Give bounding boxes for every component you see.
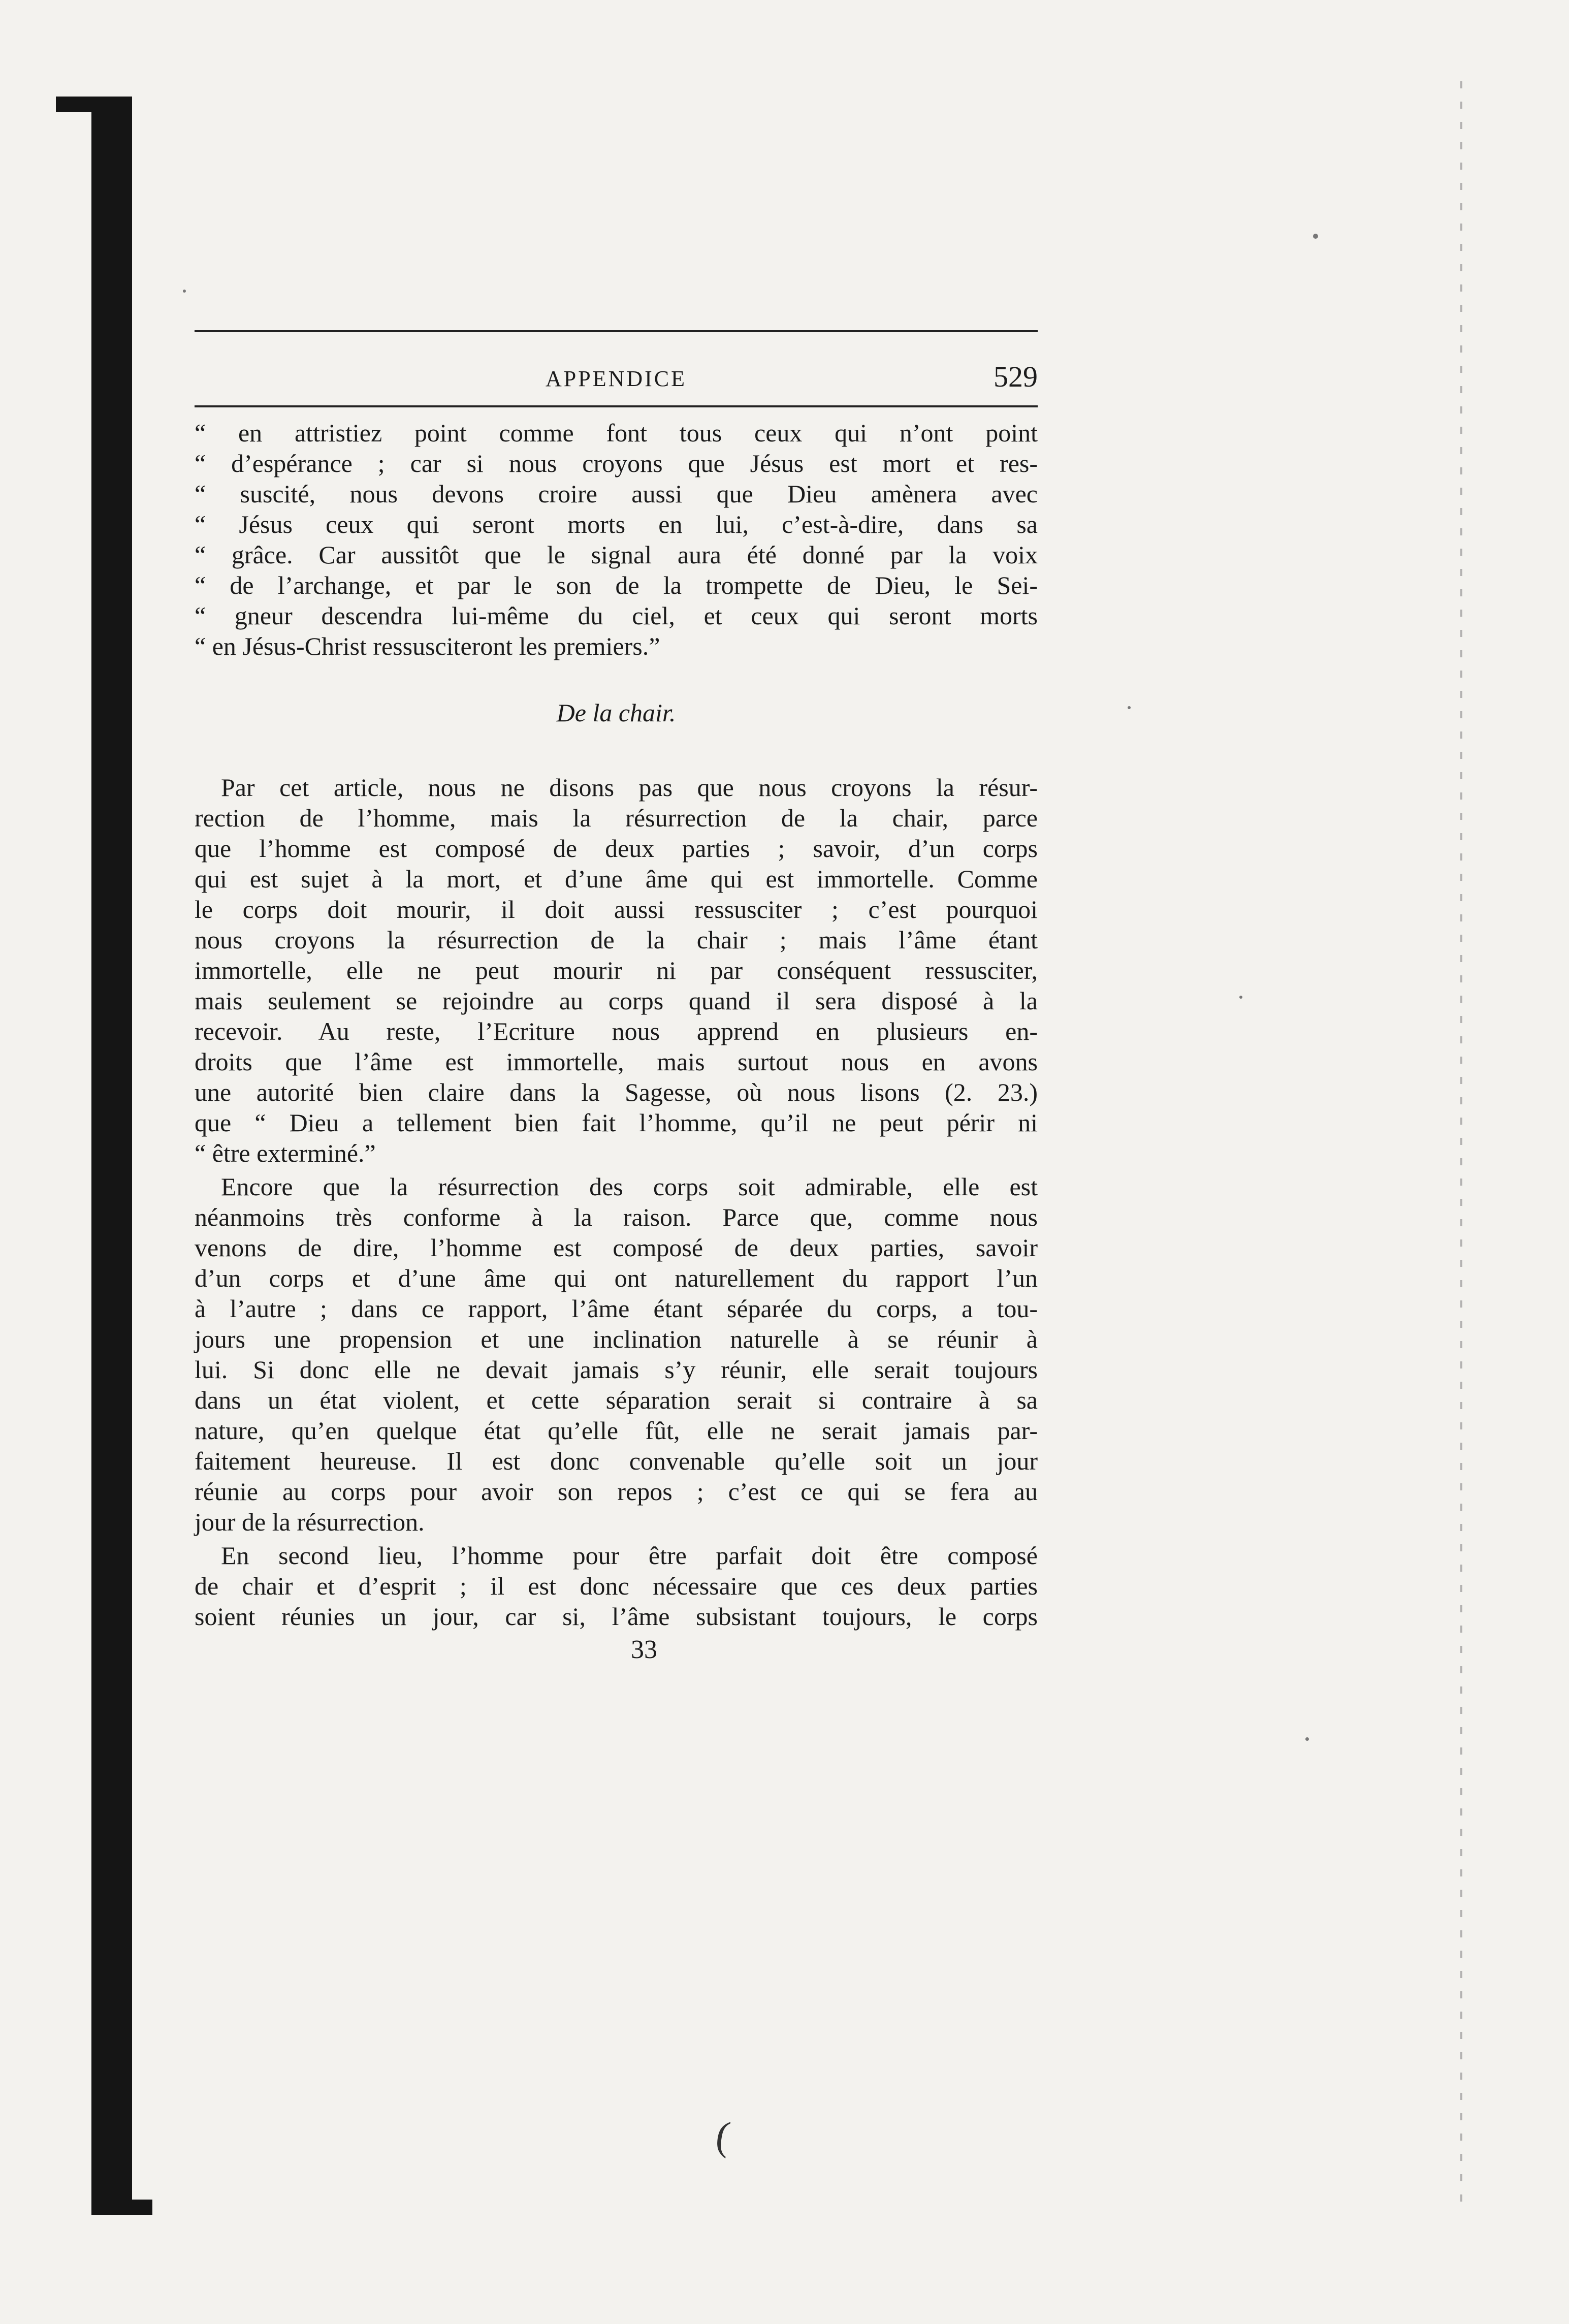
ink-speck	[1305, 1737, 1309, 1741]
quote-line: “ grâce. Car aussitôt que le signal aura été donné par la voix	[195, 540, 1038, 569]
quote-line: “ en attristiez point comme font tous ceux qui n’ont point	[195, 419, 1038, 447]
page-number: 529	[994, 360, 1038, 393]
paragraph-line: à l’autre ; dans ce rapport, l’âme étant séparée du corps, a tou-	[195, 1294, 1038, 1323]
page-content	[195, 330, 1038, 1665]
paragraph-line: d’un corps et d’une âme qui ont naturellement du rapport l’un	[195, 1264, 1038, 1292]
paragraph-line: nous croyons la résurrection de la chair ; mais l’âme étant	[195, 926, 1038, 954]
ink-speck	[1313, 234, 1318, 239]
paragraph	[195, 772, 1038, 1168]
page-header	[195, 355, 1038, 405]
paragraph-line: faitement heureuse. Il est donc convenable qu’elle soit un jour	[195, 1447, 1038, 1475]
paragraph-line: dans un état violent, et cette séparation serait si contraire à sa	[195, 1386, 1038, 1414]
ink-speck	[1128, 706, 1131, 709]
paragraph-line: réunie au corps pour avoir son repos ; c’est ce qui se fera au	[195, 1477, 1038, 1506]
page-edge-right	[1460, 81, 1462, 2215]
paragraph-line: que “ Dieu a tellement bien fait l’homme, qu’il ne peut périr ni	[195, 1108, 1038, 1137]
paragraph-line: rection de l’homme, mais la résurrection de la chair, parce	[195, 804, 1038, 832]
quote-line: “ suscité, nous devons croire aussi que Dieu amènera avec	[195, 480, 1038, 508]
pencil-mark-icon: (	[713, 2113, 733, 2159]
paragraph-line: “ être exterminé.”	[195, 1139, 376, 1167]
quote-line: “ en Jésus-Christ ressusciteront les premiers.”	[195, 632, 660, 660]
paragraph-line: recevoir. Au reste, l’Ecriture nous apprend en plusieurs en-	[195, 1017, 1038, 1045]
paragraph-line: soient réunies un jour, car si, l’âme subsistant toujours, le corps	[195, 1602, 1038, 1631]
paragraph-line: Par cet article, nous ne disons pas que nous croyons la résur-	[221, 773, 1038, 802]
paragraph-line: immortelle, elle ne peut mourir ni par conséquent ressusciter,	[195, 956, 1038, 984]
paragraph-line: que l’homme est composé de deux parties ; savoir, d’un corps	[195, 834, 1038, 863]
paragraph-line: une autorité bien claire dans la Sagesse, où nous lisons (2. 23.)	[195, 1078, 1038, 1106]
paragraph-line: le corps doit mourir, il doit aussi ressusciter ; c’est pourquoi	[195, 895, 1038, 924]
ink-speck	[1239, 996, 1242, 999]
quote-line: “ d’espérance ; car si nous croyons que Jésus est mort et res-	[195, 449, 1038, 477]
running-head: APPENDICE	[545, 366, 687, 391]
header-rule-bottom	[195, 405, 1038, 407]
paragraph-line: nature, qu’en quelque état qu’elle fût, elle ne serait jamais par-	[195, 1416, 1038, 1445]
signature-mark: 33	[631, 1635, 657, 1664]
paragraph	[195, 1171, 1038, 1537]
quote-line: “ de l’archange, et par le son de la trompette de Dieu, le Sei-	[195, 571, 1038, 599]
quote-line: “ gneur descendra lui-même du ciel, et ceux qui seront morts	[195, 601, 1038, 630]
binding-edge	[91, 97, 132, 2215]
paragraph-line: jour de la résurrection.	[195, 1508, 425, 1536]
paragraph-line: mais seulement se rejoindre au corps quand il sera disposé à la	[195, 986, 1038, 1015]
paragraph-line: lui. Si donc elle ne devait jamais s’y réunir, elle serait toujours	[195, 1355, 1038, 1384]
paragraph-line: de chair et d’esprit ; il est donc nécessaire que ces deux parties	[195, 1572, 1038, 1600]
paragraph	[195, 1540, 1038, 1632]
paragraph-line: venons de dire, l’homme est composé de deux parties, savoir	[195, 1233, 1038, 1262]
quoted-passage	[195, 418, 1038, 661]
section-title: De la chair.	[556, 698, 676, 727]
header-rule-top	[195, 330, 1038, 332]
paragraph-line: En second lieu, l’homme pour être parfait doit être composé	[221, 1541, 1038, 1570]
binding-edge-bottom	[91, 2200, 152, 2215]
paragraph-line: qui est sujet à la mort, et d’une âme qui est immortelle. Comme	[195, 865, 1038, 893]
paragraph-line: droits que l’âme est immortelle, mais surtout nous en avons	[195, 1047, 1038, 1076]
paragraph-line: jours une propension et une inclination naturelle à se réunir à	[195, 1325, 1038, 1353]
paragraph-line: néanmoins très conforme à la raison. Parce que, comme nous	[195, 1203, 1038, 1231]
ink-speck	[183, 290, 186, 293]
quote-line: “ Jésus ceux qui seront morts en lui, c’est-à-dire, dans sa	[195, 510, 1038, 538]
paragraph-line: Encore que la résurrection des corps soit admirable, elle est	[221, 1172, 1038, 1201]
